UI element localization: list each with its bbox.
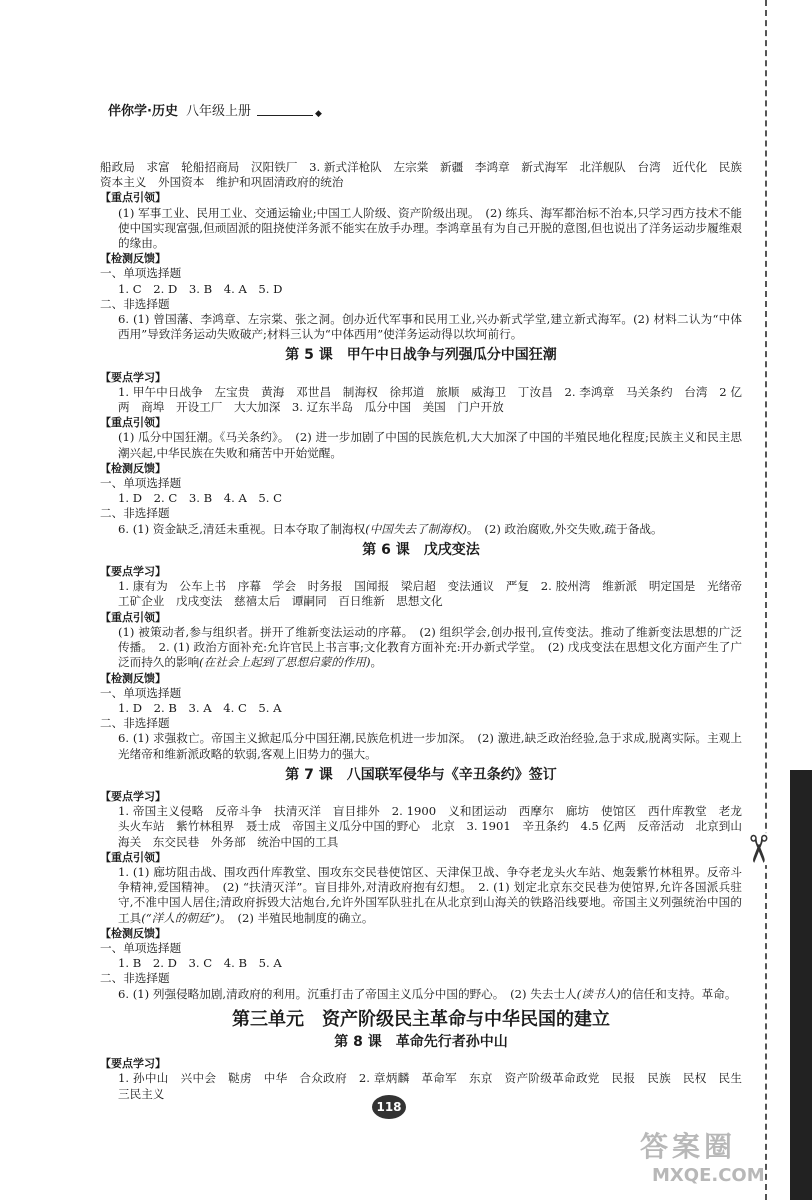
book-brand: 伴你学·历史 bbox=[108, 104, 178, 119]
watermark bbox=[640, 1125, 805, 1197]
unit-title bbox=[100, 1008, 742, 1030]
block-text: (1) 瓜分中国狂潮。《马关条约》。 (2) 进一步加剧了中国的民族危机,大大加深了中国的半殖民地化程度;民族主义和民主思潮兴起,中华民族在失败和痛苦中开始觉醒。 bbox=[118, 430, 742, 460]
block-text: 6. (1) 求强救亡。帝国主义掀起瓜分中国狂潮,民族危机进一步加深。 (2) 激进,缺乏政治经验,急于求成,脱离实际。主观上光绪帝和维新派政略的软弱,客观上旧势力的强大。 bbox=[118, 731, 742, 761]
answer-line bbox=[100, 716, 742, 731]
page-header bbox=[108, 100, 322, 119]
block-text: 【要点学习】 bbox=[100, 1057, 166, 1071]
block-text: 1. C 2. D 3. B 4. A 5. D bbox=[118, 281, 283, 296]
block-text: 6. (1) 曾国藩、李鸿章、左宗棠、张之洞。创办近代军事和民用工业,兴办新式学堂,建立新式海军。(2) 材料二认为“中体西用”导致洋务运动失败破产;材料三认为“中体西用”使洋务运动得以坎坷前行。 bbox=[118, 312, 742, 342]
answer-content bbox=[100, 160, 754, 1102]
answer-paragraph bbox=[100, 804, 742, 850]
answer-line bbox=[100, 971, 742, 986]
section-tag bbox=[100, 789, 742, 804]
block-text: 一、单项选择题 bbox=[100, 685, 182, 700]
answer-paragraph bbox=[100, 282, 742, 297]
block-text: 【重点引领】 bbox=[100, 850, 166, 864]
header-rule bbox=[257, 115, 313, 116]
cut-dashed-line bbox=[765, 0, 767, 1200]
section-tag bbox=[100, 1056, 742, 1071]
section-tag bbox=[100, 251, 742, 266]
answer-paragraph bbox=[100, 625, 742, 671]
block-text: 1. D 2. C 3. B 4. A 5. C bbox=[118, 491, 283, 506]
block-text: 1. (1) 廊坊阻击战、围攻西什库教堂、围攻东交民巷使馆区、天津保卫战、争夺老龙头火车站、炮轰紫竹林租界。反帝斗争精神,爱国精神。 (2) “扶清灭洋”。盲目排外,对清政府抱有幻想。 2. (1) 划定北京东交民巷为使馆界,允许各国派兵驻守,不准中国人居住;清政府拆毁大沽炮台,允许外国军队驻扎在从北京到山海关的铁路沿线要地。帝国主义列强统治中国的工具 bbox=[118, 864, 742, 925]
block-text: 1. 帝国主义侵略 反帝斗争 扶清灭洋 盲目排外 2. 1900 义和团运动 西摩尔 廊坊 使馆区 西什库教堂 老龙头火车站 紫竹林租界 聂士成 帝国主义瓜分中国的野心 北京 3. 1901 辛丑条约 4.5 亿两 反帝活动 北京到山海关 东交民巷 外务部 统治中国的工具 bbox=[118, 804, 742, 849]
block-text: 第 7 课 八国联军侵华与《辛丑条约》签订 bbox=[285, 766, 557, 783]
grade-label: 八年级上册 bbox=[185, 104, 251, 119]
answer-paragraph bbox=[100, 579, 754, 609]
block-text: 二、非选择题 bbox=[100, 971, 170, 986]
answer-line bbox=[100, 297, 742, 312]
block-text: 一、单项选择题 bbox=[100, 476, 182, 491]
scissors-icon: ✂ bbox=[735, 833, 780, 865]
block-text: 【重点引领】 bbox=[100, 416, 166, 430]
block-text: (1) 军事工业、民用工业、交通运输业;中国工人阶级、资产阶级出现。 (2) 练兵、海军都治标不治本,只学习西方技术不能使中国实现富强,但顽固派的阻挠使洋务派不能实在放手办理。李鸿章虽有为自己开脱的意图,但也说出了洋务运动步履维艰的缘由。 bbox=[118, 205, 742, 251]
block-text: 1. D 2. B 3. A 4. C 5. A bbox=[118, 700, 282, 715]
block-text: 第 5 课 甲午中日战争与列强瓜分中国狂潮 bbox=[285, 347, 557, 364]
block-text: 【检测反馈】 bbox=[100, 671, 166, 685]
block-text: 1. 甲午中日战争 左宝贵 黄海 邓世昌 制海权 徐邦道 旅顺 威海卫 丁汝昌 2. 李鸿章 马关条约 台湾 2 亿两 商埠 开设工厂 大大加深 3. 辽东半岛 瓜分中国 美国 门户开放 bbox=[118, 384, 742, 415]
block-text: 二、非选择题 bbox=[100, 716, 170, 731]
section-tag bbox=[100, 415, 742, 430]
block-text: 1. B 2. D 3. C 4. B 5. A bbox=[118, 956, 282, 971]
lesson-title bbox=[100, 348, 742, 363]
section-tag bbox=[100, 926, 742, 941]
block-text: (1) 被策动者,参与组织者。拼开了维新变法运动的序幕。 (2) 组织学会,创办报刊,宣传变法。推动了维新变法思想的广泛传播。 2. (1) 政治方面补充:允许官民上书言事;文化教育方面补充:开办新式学堂。 (2) 戊戌变法在思想文化方面产生了广泛而持久的影响 bbox=[118, 624, 742, 670]
answer-paragraph bbox=[100, 385, 742, 415]
answer-paragraph bbox=[100, 430, 742, 460]
block-text: 【要点学习】 bbox=[100, 370, 166, 384]
handwritten-note: (“洋人的朝廷”) bbox=[141, 910, 221, 925]
answer-paragraph bbox=[100, 312, 742, 342]
handwritten-note: (读书人) bbox=[576, 986, 621, 1001]
answer-paragraph bbox=[100, 522, 742, 537]
answer-paragraph bbox=[100, 206, 742, 252]
section-tag bbox=[100, 850, 742, 865]
answer-paragraph bbox=[100, 701, 742, 716]
block-text: 一、单项选择题 bbox=[100, 266, 182, 281]
answer-paragraph bbox=[100, 731, 742, 761]
block-tail: 。 bbox=[370, 655, 383, 670]
block-text: 【检测反馈】 bbox=[100, 461, 166, 475]
block-tail: 。 (2) 半殖民地制度的确立。 bbox=[220, 910, 374, 925]
answer-line bbox=[100, 941, 742, 956]
section-tag bbox=[100, 461, 742, 476]
page-number: 118 bbox=[372, 1095, 406, 1119]
answer-paragraph bbox=[100, 956, 742, 971]
answer-paragraph bbox=[100, 491, 742, 506]
block-text: 第 8 课 革命先行者孙中山 bbox=[334, 1033, 508, 1050]
answer-paragraph bbox=[100, 1071, 754, 1101]
answer-line bbox=[100, 160, 742, 190]
section-tag bbox=[100, 564, 742, 579]
block-text: 【要点学习】 bbox=[100, 789, 166, 803]
answer-paragraph bbox=[100, 987, 742, 1002]
answer-line bbox=[100, 686, 742, 701]
block-tail: 。 (2) 政治腐败,外交失败,疏于备战。 bbox=[467, 521, 663, 536]
block-text: 6. (1) 列强侵略加剧,清政府的利用。沉重打击了帝国主义瓜分中国的野心。 (2) 失去士人 bbox=[118, 986, 577, 1001]
block-text: 第 6 课 戊戌变法 bbox=[362, 541, 480, 558]
block-text: 二、非选择题 bbox=[100, 296, 170, 311]
section-tag bbox=[100, 671, 742, 686]
block-text: 【检测反馈】 bbox=[100, 926, 166, 940]
section-tag bbox=[100, 370, 742, 385]
answer-line bbox=[100, 476, 742, 491]
block-text: 【检测反馈】 bbox=[100, 252, 166, 266]
block-text: 1. 康有为 公车上书 序幕 学会 时务报 国闻报 梁启超 变法通议 严复 2. 胶州湾 维新派 明定国是 光绪帝 工矿企业 戊戌变法 慈禧太后 谭嗣同 百日维新 思想文化 bbox=[118, 579, 754, 609]
lesson-title bbox=[100, 768, 742, 783]
block-text: 1. 孙中山 兴中会 鞑虏 中华 合众政府 2. 章炳麟 革命军 东京 资产阶级革命政党 民报 民族 民权 民生 三民主义 bbox=[118, 1071, 754, 1101]
diamond-icon: ◆ bbox=[314, 109, 322, 119]
answer-line bbox=[100, 506, 742, 521]
watermark-text: 答案圈 bbox=[640, 1130, 737, 1163]
block-text: 【要点学习】 bbox=[100, 565, 166, 579]
handwritten-note: (在社会上起到了思想启蒙的作用) bbox=[199, 655, 371, 670]
block-text: 二、非选择题 bbox=[100, 506, 170, 521]
block-text: 船政局 求富 轮船招商局 汉阳铁厂 3. 新式洋枪队 左宗棠 新疆 李鸿章 新式海军 北洋舰队 台湾 近代化 民族资本主义 外国资本 维护和巩固清政府的统治 bbox=[100, 160, 742, 190]
block-text: 一、单项选择题 bbox=[100, 940, 182, 955]
block-tail: 的信任和支持。革命。 bbox=[620, 986, 737, 1001]
handwritten-note: (中国失去了制海权) bbox=[365, 521, 468, 536]
lesson-title bbox=[100, 543, 742, 558]
block-text: 第三单元 资产阶级民主革命与中华民国的建立 bbox=[232, 1008, 610, 1030]
answer-line bbox=[100, 266, 742, 281]
section-tag bbox=[100, 190, 742, 205]
section-tag bbox=[100, 610, 742, 625]
answer-paragraph bbox=[100, 865, 742, 926]
block-text: 【重点引领】 bbox=[100, 191, 166, 205]
block-text: 【重点引领】 bbox=[100, 610, 166, 624]
block-text: 6. (1) 资金缺乏,清廷未重视。日本夺取了制海权 bbox=[118, 521, 366, 536]
lesson-title bbox=[100, 1035, 742, 1050]
watermark-url: MXQE.COM bbox=[652, 1165, 765, 1186]
